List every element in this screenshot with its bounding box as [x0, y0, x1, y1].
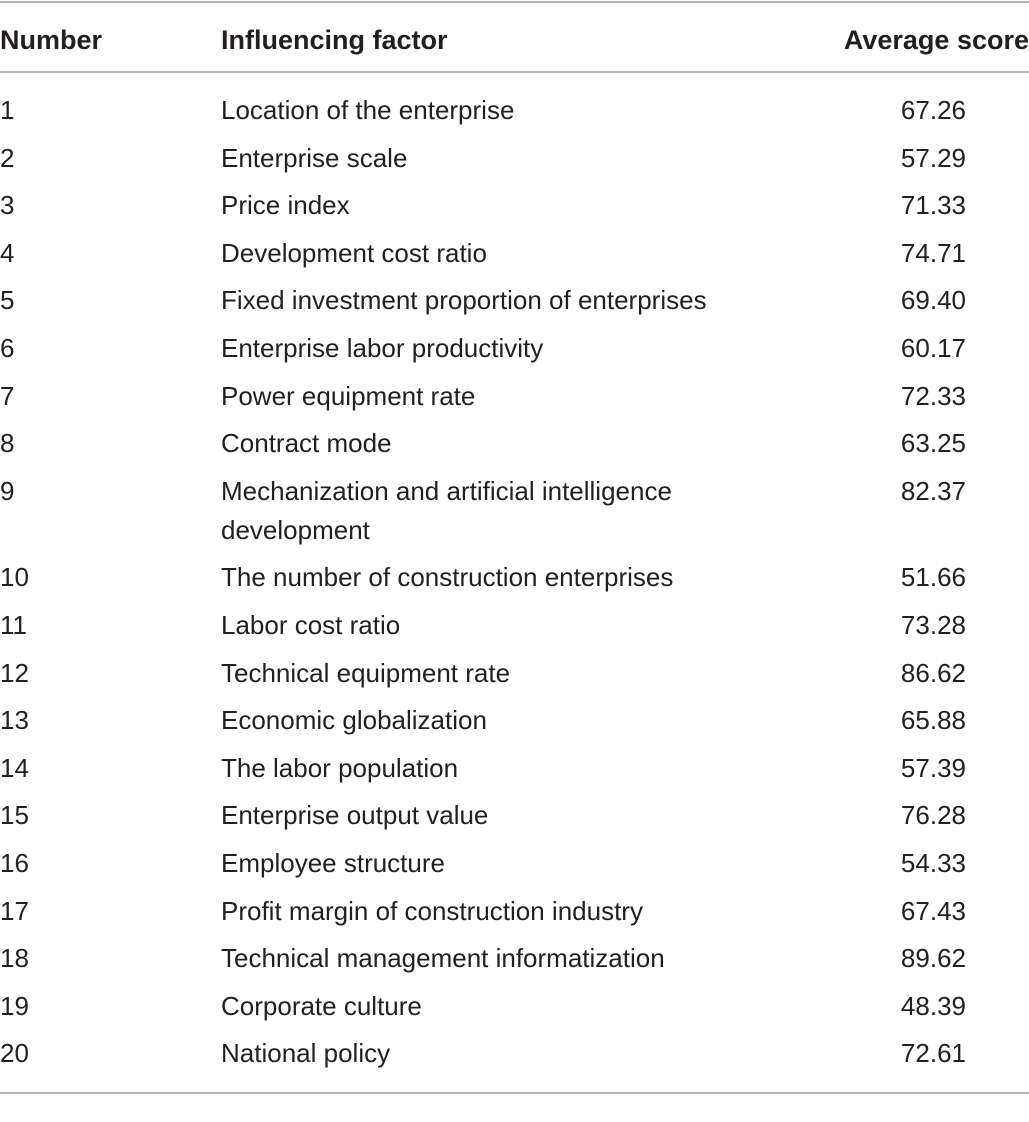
- table-row: [0, 606, 1029, 654]
- table-row: [0, 234, 1029, 282]
- cell-average-score: 74.71: [900, 237, 966, 268]
- cell-influencing-factor: Labor cost ratio: [221, 609, 401, 640]
- cell-number: 20: [0, 1038, 29, 1069]
- cell-influencing-factor: Power equipment rate: [221, 380, 476, 411]
- cell-number: 1: [0, 95, 15, 125]
- cell-average-score: 57.39: [900, 752, 966, 783]
- header-number: Number: [0, 25, 103, 55]
- table-row: [0, 424, 1029, 472]
- cell-average-score: 60.17: [900, 332, 966, 363]
- cell-influencing-factor: Fixed investment proportion of enterprises: [221, 285, 707, 316]
- cell-average-score: 63.25: [900, 428, 966, 459]
- table-row: [0, 377, 1029, 425]
- table-row: [0, 91, 1029, 139]
- cell-average-score: 72.61: [900, 1038, 966, 1069]
- table-row: [0, 701, 1029, 749]
- cell-influencing-factor: Enterprise labor productivity: [221, 332, 544, 363]
- cell-influencing-factor: Profit margin of construction industry: [221, 895, 643, 926]
- cell-influencing-factor: Mechanization and artificial intelligence development: [221, 475, 672, 545]
- table-row: [0, 1034, 1029, 1082]
- cell-influencing-factor: The number of construction enterprises: [221, 562, 674, 593]
- cell-average-score: 89.62: [900, 943, 966, 974]
- cell-number: 16: [0, 847, 29, 878]
- cell-average-score: 73.28: [900, 609, 966, 640]
- table-row: [0, 472, 1029, 559]
- cell-number: 2: [0, 142, 15, 173]
- cell-average-score: 51.66: [900, 562, 966, 593]
- cell-average-score: 76.28: [900, 800, 966, 831]
- table-row: [0, 186, 1029, 234]
- table-row: [0, 329, 1029, 377]
- cell-number: 15: [0, 800, 29, 831]
- cell-number: 17: [0, 895, 29, 926]
- cell-number: 12: [0, 657, 29, 688]
- table-body: [0, 73, 1029, 1092]
- cell-number: 3: [0, 190, 15, 221]
- cell-average-score: 82.37: [900, 475, 966, 506]
- cell-average-score: 48.39: [900, 990, 966, 1021]
- cell-average-score: 69.40: [900, 285, 966, 316]
- table-row: [0, 654, 1029, 702]
- table-row: [0, 892, 1029, 940]
- cell-influencing-factor: Enterprise output value: [221, 800, 489, 831]
- cell-influencing-factor: The labor population: [221, 752, 459, 783]
- table-row: [0, 281, 1029, 329]
- cell-influencing-factor: Location of the enterprise: [221, 95, 515, 125]
- cell-average-score: 71.33: [900, 190, 966, 221]
- cell-number: 10: [0, 562, 29, 593]
- cell-average-score: 57.29: [900, 142, 966, 173]
- cell-average-score: 67.43: [900, 895, 966, 926]
- table-row: [0, 139, 1029, 187]
- cell-average-score: 67.26: [900, 95, 966, 125]
- cell-average-score: 72.33: [900, 380, 966, 411]
- header-influencing-factor: Influencing factor: [221, 25, 448, 55]
- cell-influencing-factor: Corporate culture: [221, 990, 422, 1021]
- cell-influencing-factor: Enterprise scale: [221, 142, 408, 173]
- table-bottom-rule: [0, 1092, 1029, 1094]
- cell-influencing-factor: Contract mode: [221, 428, 392, 459]
- table-row: [0, 796, 1029, 844]
- cell-influencing-factor: Employee structure: [221, 847, 445, 878]
- cell-number: 19: [0, 990, 29, 1021]
- cell-influencing-factor: Technical equipment rate: [221, 657, 511, 688]
- cell-average-score: 65.88: [900, 705, 966, 736]
- header-average-score: Average score: [843, 25, 1029, 55]
- cell-number: 7: [0, 380, 15, 411]
- table-row: [0, 844, 1029, 892]
- cell-number: 8: [0, 428, 15, 459]
- cell-number: 5: [0, 285, 15, 316]
- table-row: [0, 749, 1029, 797]
- cell-number: 6: [0, 332, 15, 363]
- cell-average-score: 54.33: [900, 847, 966, 878]
- table-row: [0, 558, 1029, 606]
- table-header-row: [0, 3, 1029, 71]
- cell-number: 14: [0, 752, 29, 783]
- cell-number: 13: [0, 705, 29, 736]
- table-row: [0, 987, 1029, 1035]
- cell-influencing-factor: Development cost ratio: [221, 237, 487, 268]
- cell-influencing-factor: Technical management informatization: [221, 943, 665, 974]
- cell-number: 18: [0, 943, 29, 974]
- cell-influencing-factor: Price index: [221, 190, 350, 221]
- cell-average-score: 86.62: [900, 657, 966, 688]
- cell-number: 4: [0, 237, 15, 268]
- cell-number: 9: [0, 475, 15, 506]
- cell-influencing-factor: National policy: [221, 1038, 391, 1069]
- cell-influencing-factor: Economic globalization: [221, 705, 487, 736]
- table-row: [0, 939, 1029, 987]
- cell-number: 11: [0, 609, 27, 640]
